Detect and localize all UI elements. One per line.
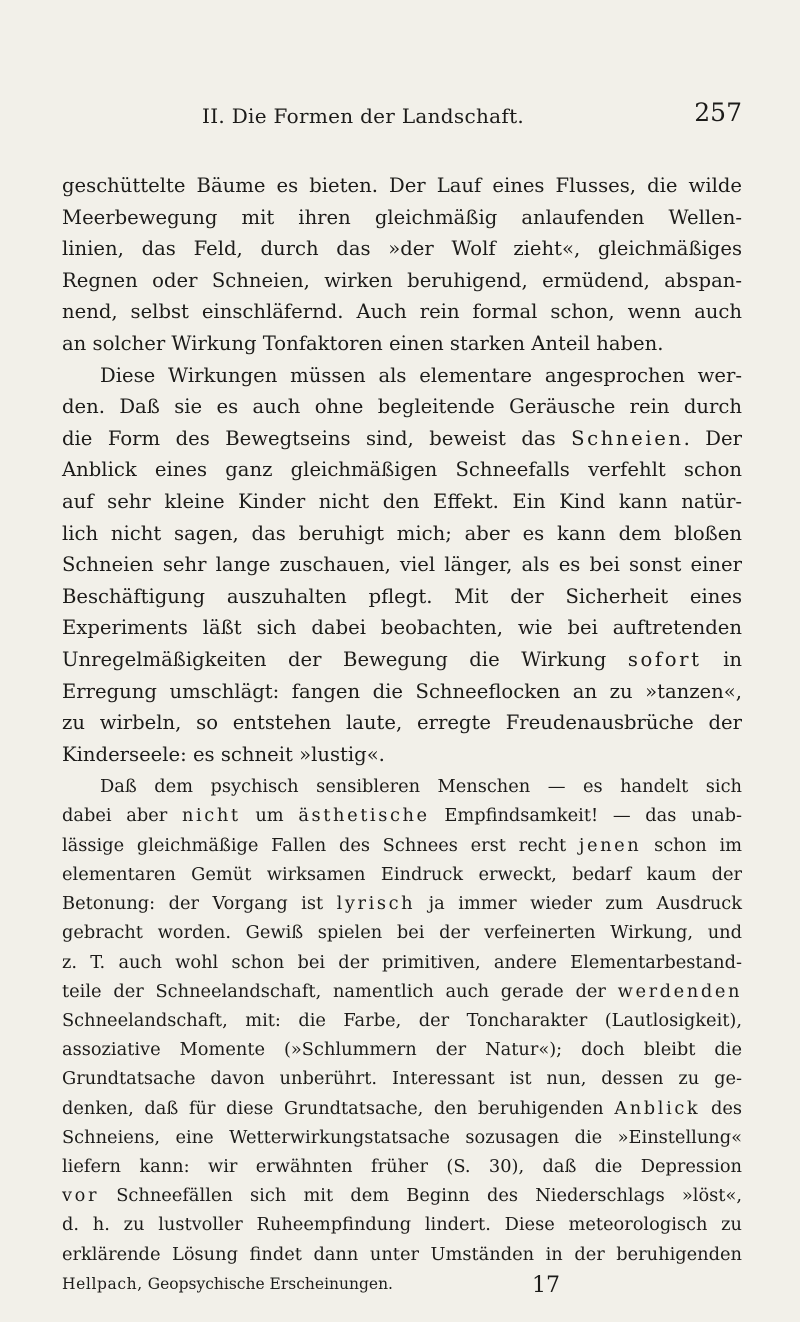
emphasis: vor — [62, 1185, 100, 1207]
text-line: liefern kann: wir erwähnten früher (S. 30), daß die Depression — [62, 1155, 742, 1177]
text-line: Regnen oder Schneien, wirken beruhigend, ermüdend, abspan- — [62, 268, 742, 292]
text-run: Unregelmäßigkeiten der Bewegung die Wirkung — [62, 647, 628, 671]
text-line — [62, 1094, 742, 1123]
text-line: lich nicht sagen, das beruhigt mich; aber es kann dem bloßen — [62, 521, 742, 545]
text-line: erklärende Lösung findet dann unter Umständen in der beruhigenden — [62, 1243, 742, 1265]
text-run: um — [240, 805, 299, 827]
text-line — [62, 831, 742, 860]
text-run: Schneefällen sich mit dem Beginn des Niederschlags »löst«, — [99, 1185, 742, 1207]
text-line: Diese Wirkungen müssen als elementare angesprochen wer- — [100, 363, 742, 387]
text-run: schon im — [641, 834, 743, 856]
text-line: Schneelandschaft, mit: die Farbe, der Toncharakter (Lautlosigkeit), — [62, 1009, 742, 1031]
text-run: Empfindsamkeit! — das unab- — [429, 805, 742, 827]
text-run: denken, daß für diese Grundtatsache, den beruhigenden — [62, 1097, 615, 1119]
text-line — [62, 1181, 742, 1210]
text-run: die Form des Bewegtseins sind, beweist das — [62, 426, 572, 450]
text-run: . Der — [683, 426, 742, 450]
emphasis: sofort — [627, 647, 702, 671]
footer-author: Hellpach, — [62, 1274, 143, 1293]
text-line — [62, 889, 742, 918]
text-line: auf sehr kleine Kinder nicht den Effekt. Ein Kind kann natür- — [62, 489, 742, 513]
emphasis: lyrisch — [336, 893, 416, 915]
emphasis: werdenden — [617, 980, 742, 1002]
page-number: 257 — [694, 98, 742, 127]
text-line: d. h. zu lustvoller Ruheempfindung lindert. Diese meteorologisch zu — [62, 1214, 742, 1236]
text-line: Erregung umschlägt: fangen die Schneeflocken an zu »tanzen«, — [62, 679, 742, 703]
text-line — [62, 644, 742, 676]
emphasis: ästhetische — [298, 805, 430, 827]
signature-mark: 17 — [532, 1272, 560, 1298]
text-line: zu wirbeln, so entstehen laute, erregte Freudenausbrüche der — [62, 711, 742, 735]
main-text — [62, 170, 742, 770]
text-line: Anblick eines ganz gleichmäßigen Schneefalls verfehlt schon — [62, 458, 742, 482]
text-run: Betonung: der Vorgang ist — [62, 893, 337, 915]
footer-book-title: Geopsychische Erscheinungen. — [147, 1274, 393, 1293]
text-line: Meerbewegung mit ihren gleichmäßig anlaufenden Wellen- — [62, 205, 742, 229]
text-run: des — [700, 1097, 742, 1119]
page-header — [62, 96, 742, 132]
text-line: Experiments läßt sich dabei beobachten, wie bei auftretenden — [62, 616, 742, 640]
text-run: dabei aber — [62, 805, 182, 827]
text-line: den. Daß sie es auch ohne begleitende Geräusche rein durch — [62, 395, 742, 419]
running-title: II. Die Formen der Landschaft. — [202, 104, 525, 128]
text-line — [62, 423, 742, 455]
paragraph — [62, 170, 742, 360]
emphasis: nicht — [181, 805, 241, 827]
text-run: in — [701, 647, 742, 671]
text-line: z. T. auch wohl schon bei der primitiven, andere Elementarbestand- — [62, 951, 742, 973]
emphasis: Schneien — [571, 426, 684, 450]
small-print-paragraph — [62, 772, 742, 1268]
text-line — [62, 977, 742, 1006]
text-run: teile der Schneelandschaft, namentlich auch gerade der — [62, 980, 618, 1002]
text-line: nend, selbst einschläfernd. Auch rein formal schon, wenn auch — [62, 300, 742, 324]
paragraph — [62, 360, 742, 771]
text-line: Daß dem psychisch sensibleren Menschen — es handelt sich — [100, 776, 742, 798]
text-line: linien, das Feld, durch das »der Wolf zieht«, gleichmäßiges — [62, 237, 742, 261]
page-footer — [62, 1272, 742, 1303]
text-line: an solcher Wirkung Tonfaktoren einen starken Anteil haben. — [62, 331, 664, 355]
emphasis: jenen — [578, 834, 642, 856]
text-run: ja immer wieder zum Ausdruck — [415, 893, 743, 915]
text-line: Beschäftigung auszuhalten pflegt. Mit der Sicherheit eines — [62, 584, 742, 608]
book-page — [62, 96, 742, 1303]
text-line: Grundtatsache davon unberührt. Interessant ist nun, dessen zu ge- — [62, 1068, 742, 1090]
text-line: elementaren Gemüt wirksamen Eindruck erweckt, bedarf kaum der — [62, 863, 742, 885]
text-line — [62, 801, 742, 830]
text-line: gebracht worden. Gewiß spielen bei der verfeinerten Wirkung, und — [62, 922, 742, 944]
text-line: geschüttelte Bäume es bieten. Der Lauf eines Flusses, die wilde — [62, 174, 742, 197]
text-run: lässige gleichmäßige Fallen des Schnees erst recht — [62, 834, 579, 856]
text-line: Kinderseele: es schneit »lustig«. — [62, 742, 385, 766]
text-line: assoziative Momente (»Schlummern der Natur«); doch bleibt die — [62, 1039, 742, 1061]
text-line: Schneiens, eine Wetterwirkungstatsache sozusagen die »Einstellung« — [62, 1126, 742, 1148]
emphasis: Anblick — [614, 1097, 701, 1119]
text-line: Schneien sehr lange zuschauen, viel länger, als es bei sonst einer — [62, 553, 742, 577]
